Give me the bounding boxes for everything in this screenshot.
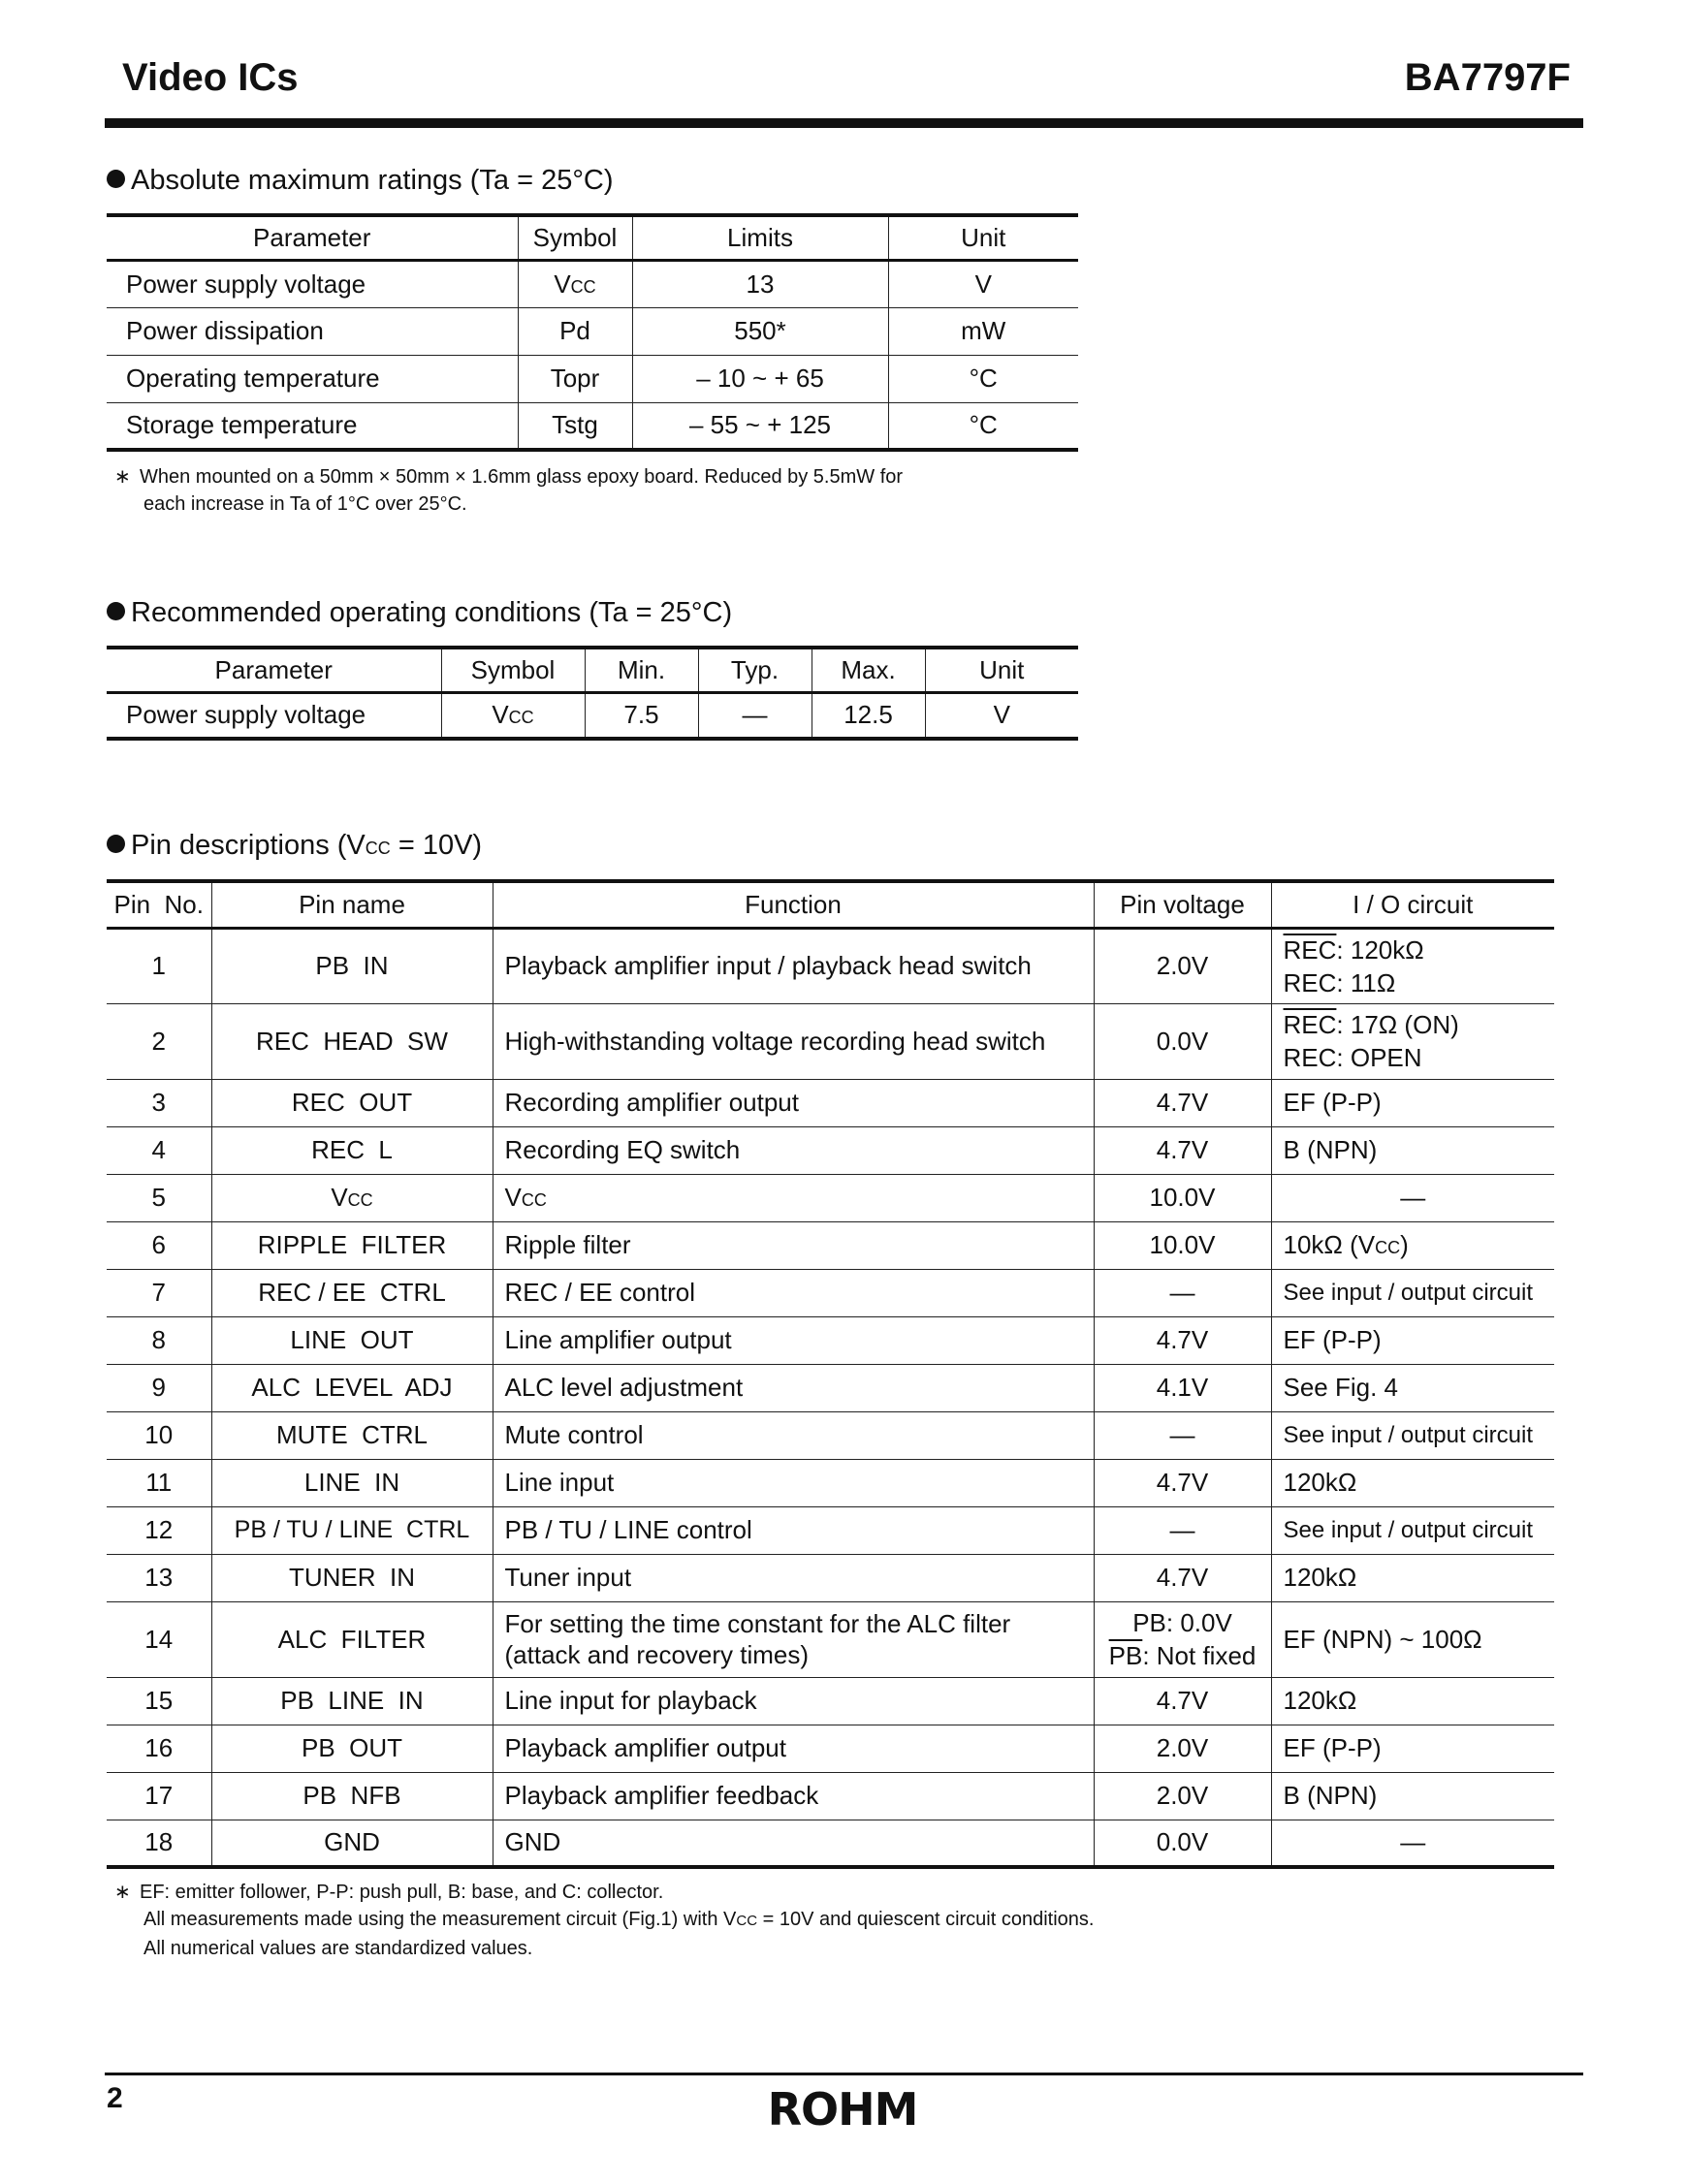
col-header: Symbol <box>518 215 632 260</box>
table-row: 18 GND GND 0.0V — <box>107 1820 1554 1867</box>
table-row: 8 LINE OUT Line amplifier output 4.7V EF (P-P) <box>107 1316 1554 1364</box>
part-number: BA7797F <box>1404 56 1571 99</box>
table-row: 6 RIPPLE FILTER Ripple filter 10.0V 10kΩ (VCC) <box>107 1221 1554 1269</box>
table-row: 14 ALC FILTER For setting the time constant for the ALC filter (attack and recovery times) PB: 0.0V $\overline{PB}$: Not fixed EF (NPN) ~ 100Ω <box>107 1601 1554 1677</box>
col-header: Pin voltage <box>1094 881 1271 928</box>
table-row: 11 LINE IN Line input 4.7V 120kΩ <box>107 1459 1554 1506</box>
rec-op-table <box>107 646 1078 741</box>
bullet-icon <box>107 170 125 188</box>
col-header: Parameter <box>107 215 518 260</box>
table-row: 3 REC OUT Recording amplifier output 4.7V EF (P-P) <box>107 1079 1554 1126</box>
col-header: I / O circuit <box>1271 881 1554 928</box>
table-row: 9 ALC LEVEL ADJ ALC level adjustment 4.1V See Fig. 4 <box>107 1364 1554 1411</box>
pins-footnote: ∗ EF: emitter follower, P-P: push pull, B: base, and C: collector. All measurements made using the measurement circuit (Fig.1) with VCC = 10V and quiescent circuit conditions. All numerical values are standardized values. <box>114 1882 1095 1959</box>
svg-text:ROHM: ROHM <box>767 2083 918 2131</box>
table-row: 16 PB OUT Playback amplifier output 2.0V EF (P-P) <box>107 1725 1554 1772</box>
rohm-logo <box>760 2082 925 2131</box>
abs-max-table <box>107 213 1078 452</box>
table-row: 2 REC HEAD SW High-withstanding voltage recording head switch 0.0V $\overline{REC}$: 17Ω (ON) REC: OPEN <box>107 1003 1554 1079</box>
table-row: 17 PB NFB Playback amplifier feedback 2.0V B (NPN) <box>107 1772 1554 1820</box>
pin-table <box>107 879 1554 1869</box>
col-header: Typ. <box>698 648 812 692</box>
table-row: Storage temperature Tstg – 55 ~ + 125 °C <box>107 402 1078 450</box>
page-header <box>107 56 1571 114</box>
col-header: Symbol <box>441 648 585 692</box>
table-row: 1 PB IN Playback amplifier input / playback head switch 2.0V $\overline{REC}$: 120kΩ REC: 11Ω <box>107 928 1554 1003</box>
col-header: Pin name <box>211 881 493 928</box>
table-row: 4 REC L Recording EQ switch 4.7V B (NPN) <box>107 1126 1554 1174</box>
table-row: 13 TUNER IN Tuner input 4.7V 120kΩ <box>107 1554 1554 1601</box>
table-row: Power supply voltage VCC 13 V <box>107 260 1078 307</box>
col-header: Unit <box>888 215 1078 260</box>
pins-heading: Pin descriptions (VCC = 10V) <box>107 830 482 862</box>
table-row: 5 VCC VCC 10.0V — <box>107 1174 1554 1221</box>
col-header: Parameter <box>107 648 441 692</box>
abs-max-heading: Absolute maximum ratings (Ta = 25°C) <box>107 165 614 197</box>
bullet-icon <box>107 835 125 853</box>
table-row: Operating temperature Topr – 10 ~ + 65 °C <box>107 355 1078 402</box>
table-row: 10 MUTE CTRL Mute control — See input / output circuit <box>107 1411 1554 1459</box>
footer-rule <box>105 2073 1583 2075</box>
col-header: Max. <box>812 648 925 692</box>
table-row: 15 PB LINE IN Line input for playback 4.7V 120kΩ <box>107 1677 1554 1725</box>
col-header: Limits <box>632 215 888 260</box>
bullet-icon <box>107 602 125 620</box>
table-row: 7 REC / EE CTRL REC / EE control — See input / output circuit <box>107 1269 1554 1316</box>
header-rule <box>105 118 1583 128</box>
rec-op-heading: Recommended operating conditions (Ta = 25°C) <box>107 597 732 629</box>
table-row: 12 PB / TU / LINE CTRL PB / TU / LINE control — See input / output circuit <box>107 1506 1554 1554</box>
page-number: 2 <box>107 2082 123 2114</box>
col-header: Min. <box>585 648 698 692</box>
section-title: Video ICs <box>122 56 299 99</box>
col-header: Function <box>493 881 1094 928</box>
table-row: Power supply voltage VCC 7.5 — 12.5 V <box>107 692 1078 739</box>
abs-max-footnote: ∗ When mounted on a 50mm × 50mm × 1.6mm glass epoxy board. Reduced by 5.5mW for each increase in Ta of 1°C over 25°C. <box>114 466 904 515</box>
table-row: Power dissipation Pd 550* mW <box>107 307 1078 355</box>
col-header: Unit <box>925 648 1078 692</box>
col-header: Pin No. <box>107 881 211 928</box>
